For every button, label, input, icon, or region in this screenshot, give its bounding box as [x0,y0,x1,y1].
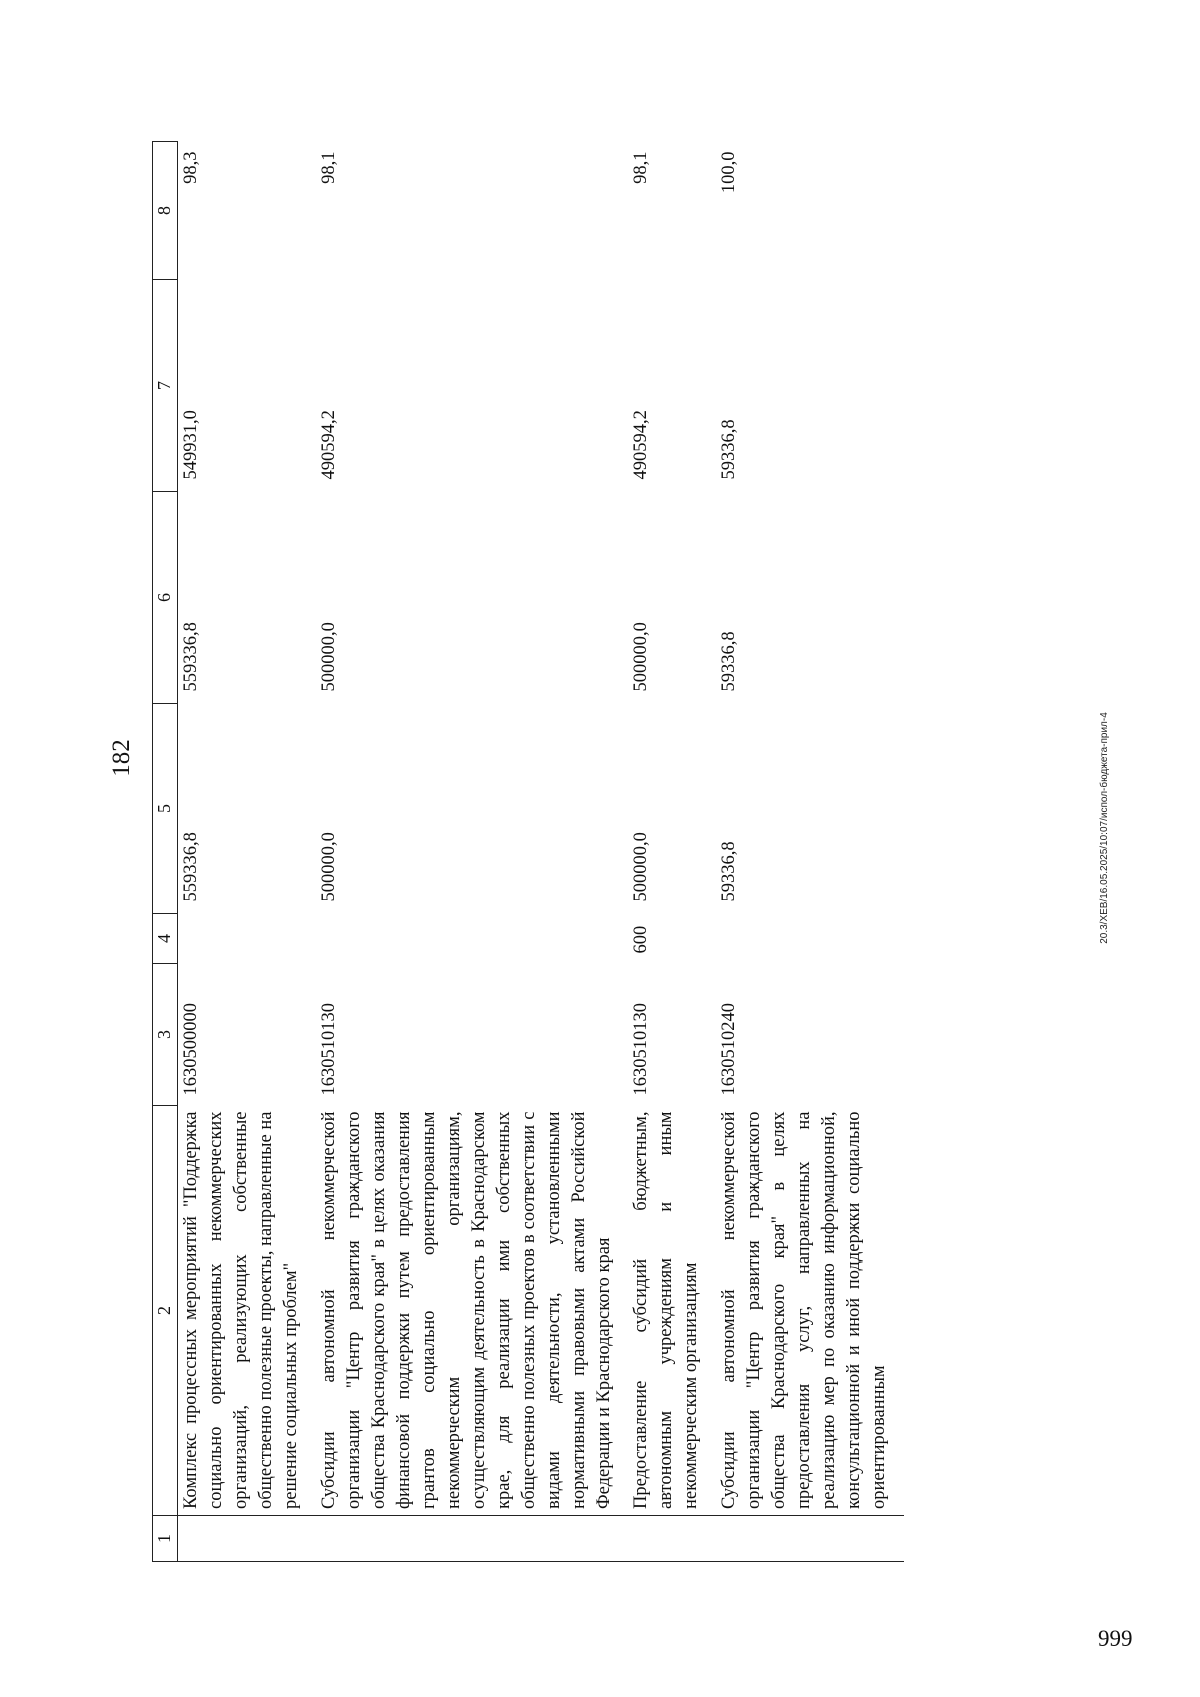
row-name-cell: Субсидии автономной некоммерческой организации "Центр развития гражданского общества Краснодарского края" в целях оказания финансовой поддержки путем предоставления грантов социально ориентированным некоммерческим организациям, осуществляющим деятельность в Краснодарском крае, для реализации ими собственных общественно полезных проектов в соответствии с видами деятельности, установленными нормативными правовыми актами Российской Федерации и Краснодарского края [318,1111,614,1509]
row-code-cell: 1630500000 [181,1003,201,1096]
row-code-cell: 1630510130 [631,1003,652,1096]
column-header-1: 1 [153,1516,178,1562]
budget-table [152,141,904,1562]
row-name-cell: Предоставление субсидий бюджетным, автономным учреждениям и иным некоммерческим организациям [631,1111,702,1509]
row-number-cell [628,1516,716,1562]
row-type-cell [716,914,904,964]
column-header-4: 4 [153,914,178,964]
row-name-cell: Комплекс процессных мероприятий "Поддержка социально ориентированных некоммерческих организаций, реализующих собственные общественно полезные проекты, направленные на решение социальных проблем" [181,1111,301,1509]
row-value-6-cell: 500000,0 [318,622,339,692]
row-value-7-cell: 549931,0 [181,410,201,480]
column-header-6: 6 [153,492,178,704]
row-number-cell [716,1516,904,1562]
budget-table-rotated [152,142,932,1562]
row-code-cell: 1630510130 [318,1003,339,1096]
row-type-cell: 600 [631,925,652,954]
row-code-cell: 1630510240 [719,1003,740,1096]
column-header-7: 7 [153,280,178,492]
page-number: 182 [108,739,135,777]
table-row [628,142,716,1562]
column-header-8: 8 [153,142,178,280]
column-header-5: 5 [153,704,178,914]
row-value-6-cell: 559336,8 [181,622,201,692]
row-percent-cell: 98,3 [181,151,201,184]
row-value-5-cell: 500000,0 [318,832,339,902]
row-type-cell [316,914,629,964]
row-name-cell: Субсидии автономной некоммерческой организации "Центр развития гражданского общества Краснодарского края" в целях предоставления услуг, направленных на реализацию мер по оказанию информационной, консультационной и иной поддержки социально ориентированным [719,1111,890,1509]
row-value-5-cell: 59336,8 [719,841,740,902]
table-header [153,142,178,1562]
sheet-number: 999 [1098,1626,1133,1651]
row-value-7-cell: 490594,2 [631,410,652,480]
row-percent-cell: 98,1 [631,151,652,184]
row-value-5-cell: 559336,8 [181,832,201,902]
row-value-7-cell: 490594,2 [318,410,339,480]
table-row [178,142,316,1562]
row-value-6-cell: 59336,8 [719,631,740,692]
row-value-7-cell: 59336,8 [719,419,740,480]
row-type-cell [178,914,316,964]
row-value-5-cell: 500000,0 [631,832,652,902]
column-header-2: 2 [153,1106,178,1516]
row-percent-cell: 98,1 [318,151,339,184]
table-row [716,142,904,1562]
row-number-cell [316,1516,629,1562]
column-header-3: 3 [153,964,178,1106]
row-value-6-cell: 500000,0 [631,622,652,692]
row-number-cell [178,1516,316,1562]
table-row [316,142,629,1562]
document-footer-code: 20.3/XEB/16.05.2025/10:07/испол-бюджета-прил-4 [1099,712,1110,944]
row-percent-cell: 100,0 [719,151,740,194]
